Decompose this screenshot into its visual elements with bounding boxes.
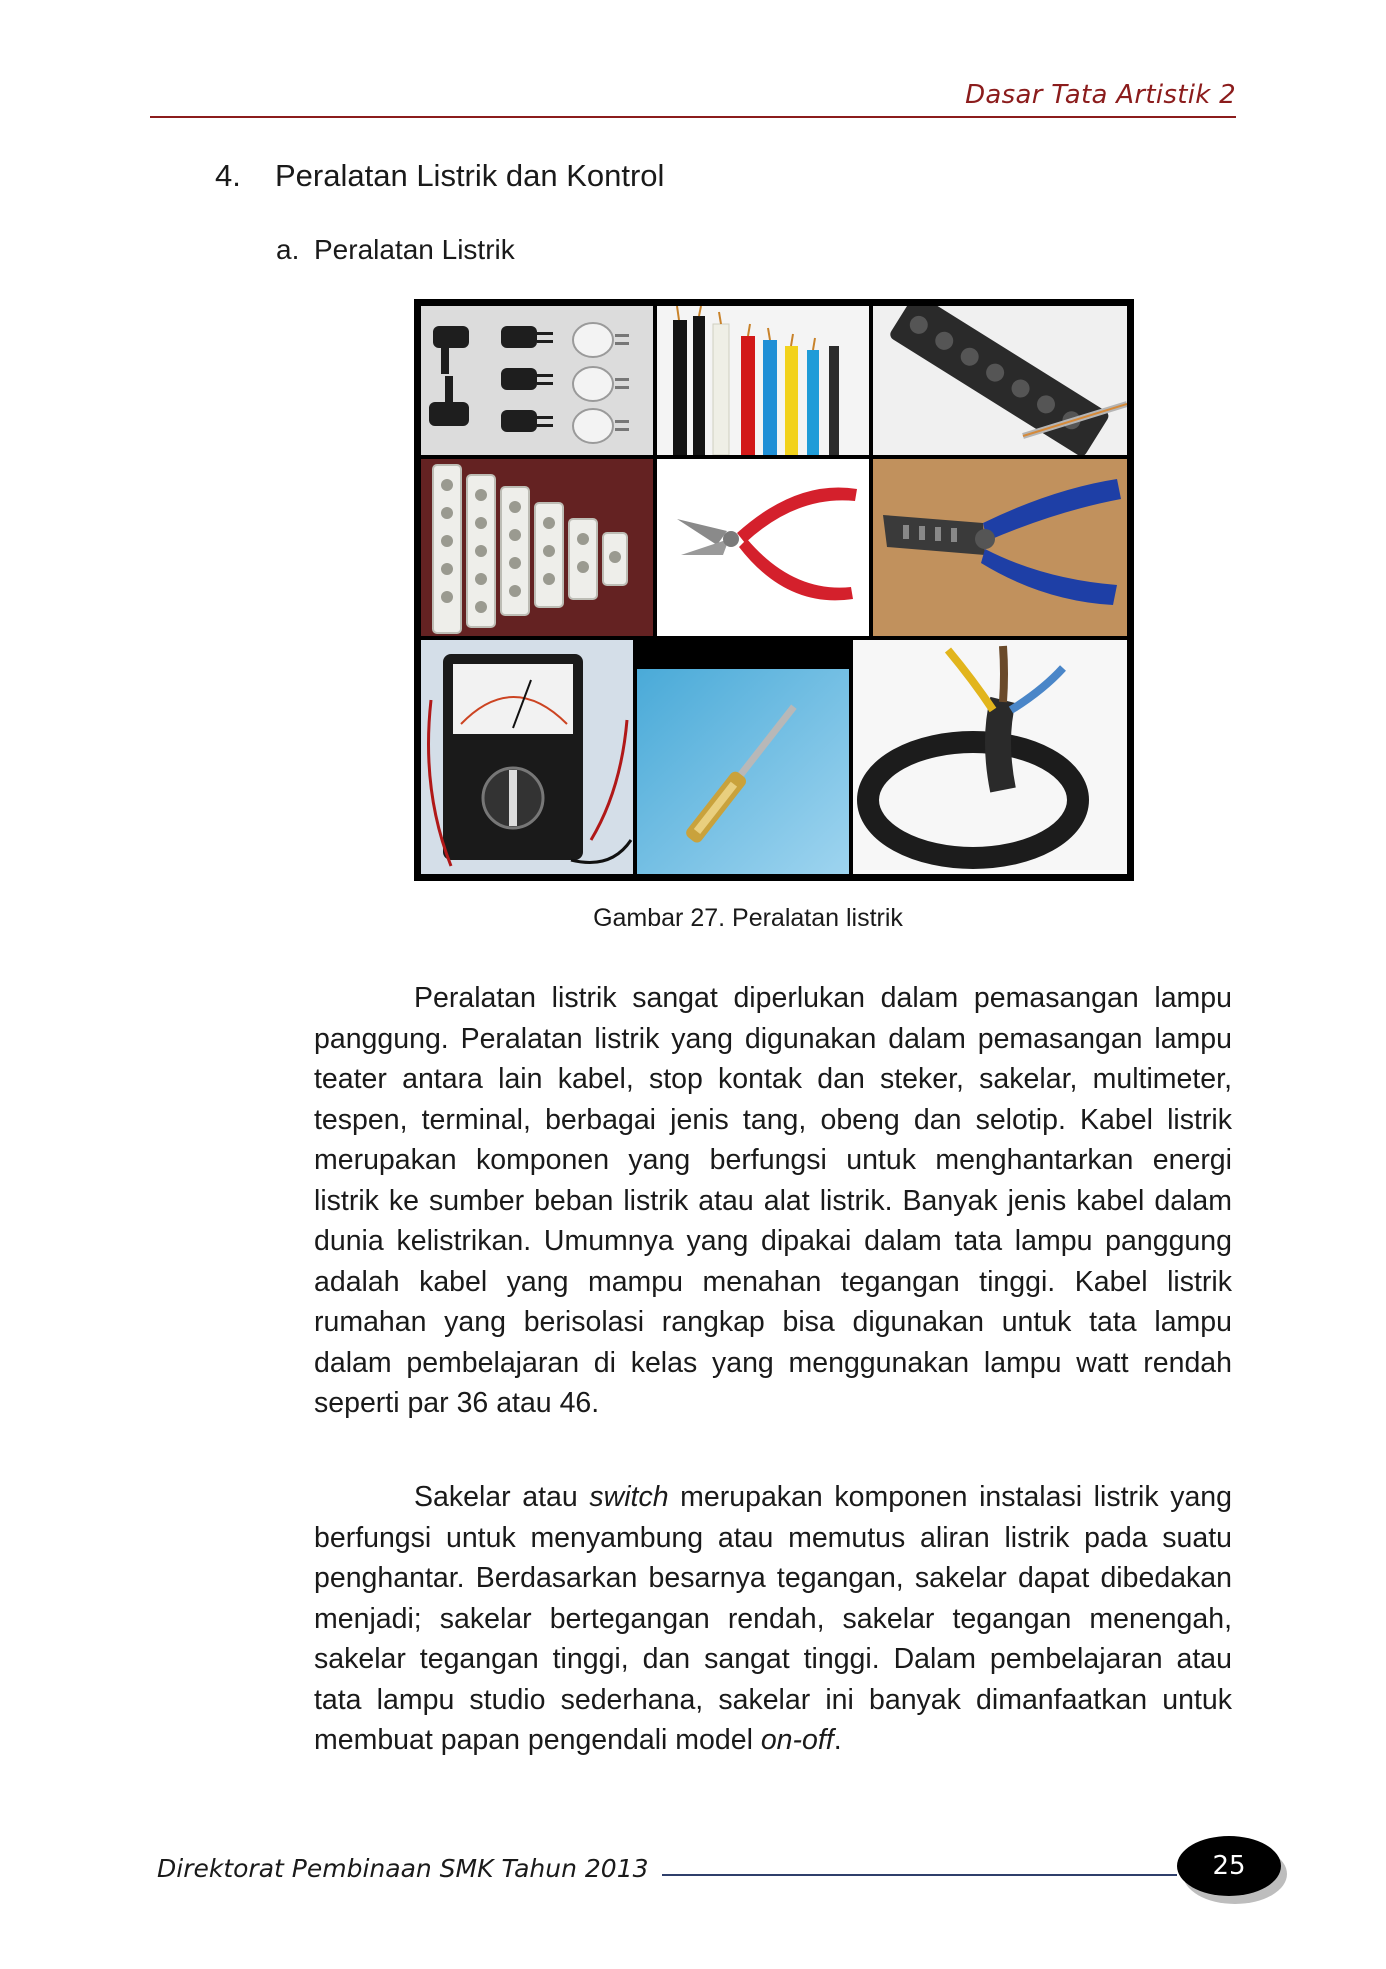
term-on-off: on-off (760, 1724, 834, 1756)
screwdriver-tester-image (637, 669, 849, 874)
paragraph-2: Sakelar atau switch merupakan komponen instalasi listrik yang berfungsi untuk menyambung atau memutus aliran listrik pada suatu penghantar. Berdasarkan besarnya tegangan, sakelar dapat dibedakan menjadi; sakelar bertegangan rendah, sakelar tegangan menengah, sakelar tegangan tinggi, dan sangat tinggi. Dalam pembelajaran atau tata lampu studio sederhana, sakelar ini banyak dimanfaatkan untuk membuat papan pengendali model on-off. (314, 1481, 1232, 1756)
running-header: Dasar Tata Artistik 2 (965, 80, 1236, 110)
subsection-heading (276, 234, 515, 266)
footer-rule (662, 1874, 1177, 1876)
section-number: 4. (215, 158, 241, 193)
power-strips-image (421, 459, 653, 636)
multimeter-image (421, 640, 633, 874)
subsection-letter: a. (276, 234, 300, 265)
wire-stripper-image (873, 459, 1127, 636)
subsection-title: Peralatan Listrik (314, 234, 515, 265)
black-cable-image (853, 640, 1127, 874)
footer-publisher: Direktorat Pembinaan SMK Tahun 2013 (157, 1854, 649, 1883)
equipment-photo-collage (414, 299, 1134, 881)
paragraph-1: Peralatan listrik sangat diperlukan dalam pemasangan lampu panggung. Peralatan listrik yang digunakan dalam pemasangan lampu teater antara lain kabel, stop kontak dan steker, sakelar, multimeter, tespen, terminal, berbagai jenis tang, obeng dan selotip. Kabel listrik merupakan komponen yang berfungsi untuk menghantarkan energi listrik ke sumber beban listrik atau alat listrik. Banyak jenis kabel dalam dunia kelistrikan. Umumnya yang dipakai dalam tata lampu panggung adalah kabel yang mampu menahan tegangan tinggi. Kabel listrik rumahan yang berisolasi rangkap bisa digunakan untuk tata lampu dalam pembelajaran di kelas yang menggunakan lampu watt rendah seperti par 36 atau 46. (314, 982, 1232, 1419)
section-title: Peralatan Listrik dan Kontrol (275, 158, 665, 193)
page-number: 25 (1177, 1836, 1281, 1896)
term-switch: switch (589, 1481, 669, 1513)
page-number-badge (1177, 1836, 1287, 1904)
diagonal-pliers-image (657, 459, 869, 636)
figure-caption: Gambar 27. Peralatan listrik (593, 904, 903, 932)
section-heading (215, 158, 664, 194)
terminal-block-image (873, 306, 1127, 455)
plugs-image (421, 306, 653, 455)
header-rule (150, 116, 1236, 118)
colored-cables-image (657, 306, 869, 455)
